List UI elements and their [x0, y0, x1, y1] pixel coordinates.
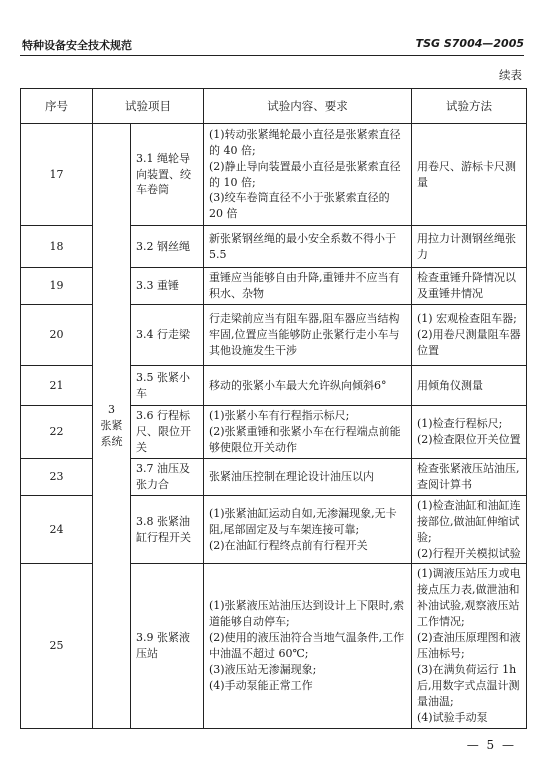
- row-number: 19: [21, 268, 93, 305]
- content-line: (1)转动张紧绳轮最小直径是张紧索直径的 40 倍;: [209, 127, 401, 157]
- test-method: [412, 564, 527, 728]
- test-item: 3.7 油压及张力合: [131, 458, 204, 495]
- test-method: [412, 366, 527, 406]
- content-line: (2)静止导向装置最小直径是张紧索直径的 10 倍;: [209, 159, 401, 189]
- row-number: 17: [21, 124, 93, 226]
- column-header-method: 试验方法: [412, 89, 527, 124]
- content-line: (2)使用的液压油符合当地气温条件,工作中油温不超过 60℃;: [209, 631, 405, 661]
- test-method: [412, 458, 527, 495]
- document-series-title: 特种设备安全技术规范: [22, 39, 132, 52]
- method-line: (2)检查限位开关位置: [417, 432, 521, 446]
- table-row: [21, 124, 527, 226]
- test-content: [204, 268, 412, 305]
- table-header-row: [21, 89, 527, 124]
- column-header-item: 试验项目: [93, 89, 204, 124]
- test-method: [412, 305, 527, 366]
- content-line: (2)在油缸行程终点前有行程开关: [209, 538, 368, 552]
- method-line: (1) 宏观检查阻车器;: [417, 312, 517, 326]
- method-line: 用拉力计测钢丝绳张力: [417, 231, 516, 261]
- test-item: 3.3 重锤: [131, 268, 204, 305]
- test-item: 3.9 张紧液压站: [131, 564, 204, 728]
- test-content: [204, 366, 412, 406]
- method-line: (2)用卷尺测量阻车器位置: [417, 328, 521, 357]
- content-line: (1)张紧油缸运动自如,无渗漏现象,无卡阻,尾部固定及与车架连接可靠;: [209, 506, 397, 536]
- row-number: 21: [21, 366, 93, 406]
- content-line: 重锤应当能够自由升降,重锤井不应当有积水、杂物: [209, 271, 400, 300]
- test-content: [204, 124, 412, 226]
- content-line: 行走梁前应当有阻车器,阻车器应当结构牢固,位置应当能够防止张紧行走小车与其他设施发生干涉: [209, 312, 400, 357]
- test-item: 3.4 行走梁: [131, 305, 204, 366]
- system-label: 3 张紧 系统: [93, 124, 131, 729]
- test-content: [204, 226, 412, 268]
- test-content: [204, 495, 412, 564]
- method-line: 检查重锤升降情况以及重锤井情况: [417, 271, 516, 300]
- column-header-content: 试验内容、要求: [204, 89, 412, 124]
- page-number: — 5 —: [466, 738, 516, 752]
- continued-label: 续表: [499, 68, 522, 82]
- row-number: 24: [21, 495, 93, 564]
- test-content: [204, 564, 412, 728]
- row-number: 20: [21, 305, 93, 366]
- row-number: 25: [21, 564, 93, 728]
- method-line: (4)试验手动泵: [417, 710, 488, 724]
- method-line: (3)在满负荷运行 1h后,用数字式点温计测量油温;: [417, 663, 520, 708]
- method-line: (1)检查行程标尺;: [417, 416, 503, 430]
- method-line: (1)检查油缸和油缸连接部位,做油缸伸缩试验;: [417, 498, 521, 544]
- row-number: 23: [21, 458, 93, 495]
- method-line: (2)查油压原理图和液压油标号;: [417, 631, 521, 661]
- test-method: [412, 495, 527, 564]
- test-method: [412, 226, 527, 268]
- test-method: [412, 124, 527, 226]
- test-method: [412, 406, 527, 459]
- content-line: (3)液压站无渗漏现象;: [209, 663, 317, 677]
- test-content: [204, 458, 412, 495]
- test-method: [412, 268, 527, 305]
- content-line: 移动的张紧小车最大允许纵向倾斜6°: [209, 378, 387, 392]
- content-line: 新张紧钢丝绳的最小安全系数不得小于 5.5: [209, 231, 396, 261]
- test-content: [204, 305, 412, 366]
- method-line: 检查张紧液压站油压,查阅计算书: [417, 461, 520, 491]
- content-line: (3)绞车卷筒直径不小于张紧索直径的 20 倍: [209, 191, 390, 221]
- test-item: 3.2 钢丝绳: [131, 226, 204, 268]
- inspection-table: [20, 88, 527, 729]
- method-line: 用倾角仪测量: [417, 378, 483, 392]
- test-item: 3.5 张紧小车: [131, 366, 204, 406]
- test-item: 3.6 行程标尺、限位开关: [131, 406, 204, 459]
- method-line: (2)行程开关模拟试验: [417, 546, 521, 560]
- column-header-number: 序号: [21, 89, 93, 124]
- test-content: [204, 406, 412, 459]
- method-line: (1)调液压站压力或电接点压力表,做泄油和补油试验,观察液压站工作情况;: [417, 567, 521, 629]
- method-line: 用卷尺、游标卡尺测量: [417, 159, 516, 189]
- standard-code: TSG S7004—2005: [415, 37, 524, 50]
- content-line: (2)张紧重锤和张紧小车在行程端点前能够使限位开关动作: [209, 424, 401, 454]
- content-line: (1)张紧液压站油压达到设计上下限时,索道能够自动停车;: [209, 599, 405, 629]
- content-line: 张紧油压控制在理论设计油压以内: [209, 469, 374, 483]
- content-line: (1)张紧小车有行程指示标尺;: [209, 409, 350, 422]
- test-item: 3.1 绳轮导向装置、绞车卷筒: [131, 124, 204, 226]
- test-item: 3.8 张紧油缸行程开关: [131, 495, 204, 564]
- row-number: 18: [21, 226, 93, 268]
- content-line: (4)手动泵能正常工作: [209, 679, 313, 692]
- page-header: [20, 33, 524, 56]
- row-number: 22: [21, 406, 93, 459]
